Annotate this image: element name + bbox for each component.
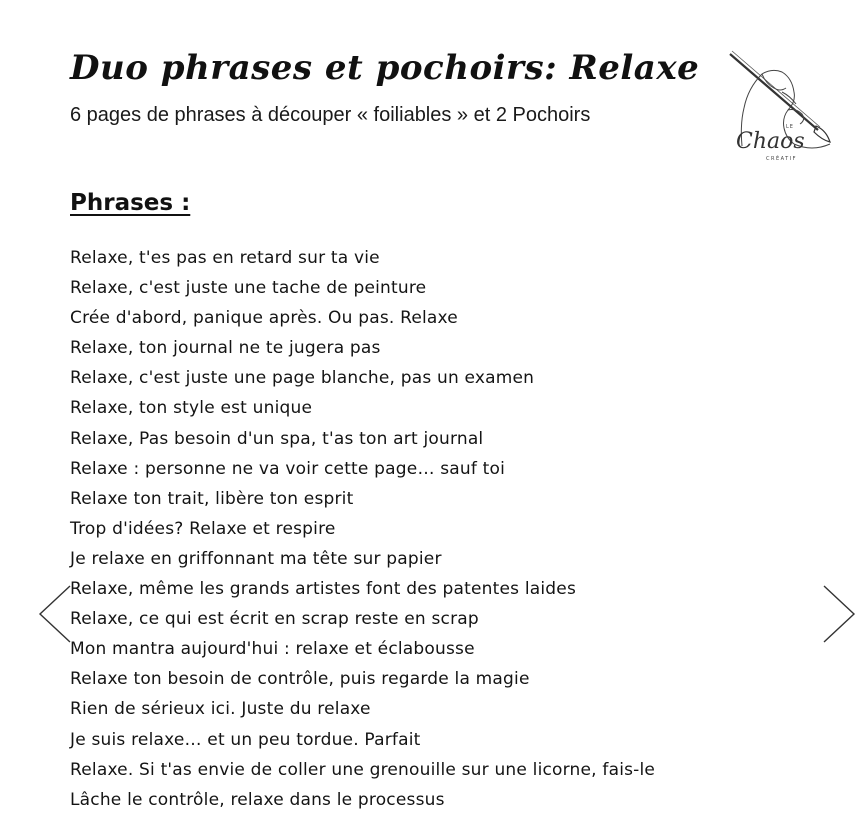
phrase-item: Mon mantra aujourd'hui : relaxe et éclabousse [70,639,475,660]
brand-logo [722,48,840,163]
phrase-item: Trop d'idées? Relaxe et respire [70,518,336,539]
phrase-item: Relaxe, t'es pas en retard sur ta vie [70,248,380,268]
phrase-item: Relaxe, même les grands artistes font des patentes laides [70,579,577,600]
svg-text:CRÉATIF: CRÉATIF [766,156,798,162]
phrase-item: Lâche le contrôle, relaxe dans le processus [70,789,445,810]
phrase-item: Relaxe : personne ne va voir cette page… sauf toi [70,458,506,479]
phrase-item: Crée d'abord, panique après. Ou pas. Relaxe [70,308,458,329]
section-heading-phrases: Phrases : [70,190,191,216]
phrase-item: Relaxe, Pas besoin d'un spa, t'as ton art journal [70,428,484,449]
phrase-item: Relaxe. Si t'as envie de coller une grenouille sur une licorne, fais-le [70,759,656,780]
carousel-prev-button[interactable] [38,584,72,644]
phrase-item: Je relaxe en griffonnant ma tête sur papier [70,548,442,569]
svg-text:LE: LE [786,124,794,130]
page-title: Duo phrases et pochoirs: Relaxe [70,48,700,88]
phrase-list [70,243,655,815]
phrase-item: Relaxe, ce qui est écrit en scrap reste en scrap [70,609,479,630]
phrase-item: Relaxe, c'est juste une tache de peinture [70,278,427,299]
phrase-item: Relaxe, ton journal ne te jugera pas [70,338,381,359]
chevron-left-icon [38,584,72,644]
chevron-right-icon [822,584,856,644]
hand-with-brush-logo-icon [722,48,840,163]
phrase-item: Rien de sérieux ici. Juste du relaxe [70,699,371,720]
phrase-item: Relaxe ton trait, libère ton esprit [70,488,354,509]
phrase-item: Relaxe ton besoin de contrôle, puis regarde la magie [70,669,530,690]
phrase-item: Je suis relaxe… et un peu tordue. Parfait [70,729,421,750]
page-subtitle: 6 pages de phrases à découper « foiliables » et 2 Pochoirs [70,104,591,126]
svg-text:Chaos: Chaos [736,129,805,154]
phrase-item: Relaxe, c'est juste une page blanche, pas un examen [70,368,535,389]
carousel-next-button[interactable] [822,584,856,644]
phrase-item: Relaxe, ton style est unique [70,398,313,419]
